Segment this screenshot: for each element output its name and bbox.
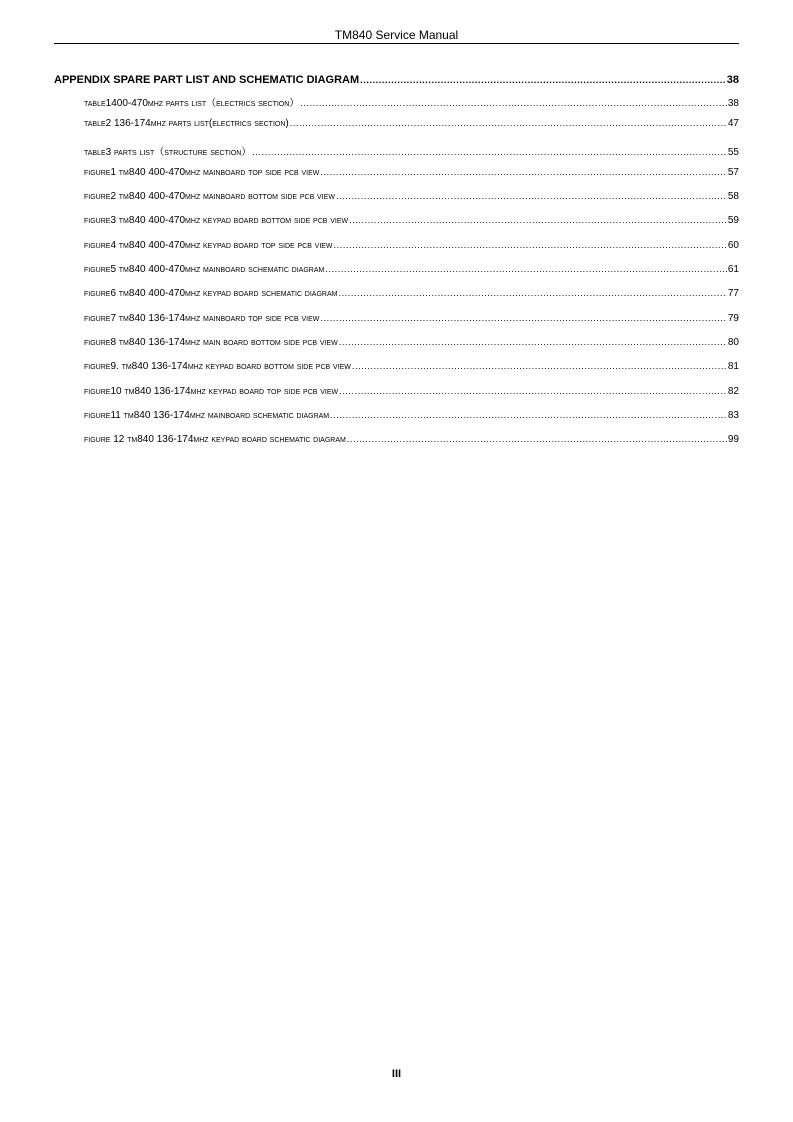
toc-entry[interactable] <box>54 313 739 337</box>
toc-entry[interactable] <box>54 337 739 361</box>
toc-entry-page: 83 <box>727 409 739 421</box>
toc-leader-dots <box>300 98 727 108</box>
header-rule <box>54 43 739 44</box>
toc-entry-label: figure8 tm840 136-174mhz main board bottom side pcb view <box>84 336 338 348</box>
toc-entry-label: figure6 tm840 400-470mhz keypad board schematic diagram <box>84 288 338 300</box>
toc-leader-dots <box>339 337 727 347</box>
toc-entry-page: 47 <box>727 118 739 130</box>
toc-leader-dots <box>320 313 726 323</box>
toc-entry-page: 77 <box>727 288 739 300</box>
toc-leader-dots <box>336 191 727 201</box>
toc-leader-dots <box>349 215 727 225</box>
toc-entry-label: figure11 tm840 136-174mhz mainboard schematic diagram <box>84 409 330 421</box>
toc-section-row[interactable] <box>54 74 739 94</box>
toc-entry-page: 38 <box>727 98 739 109</box>
toc-entry-page: 80 <box>727 336 739 348</box>
toc-entry[interactable] <box>54 143 739 167</box>
toc-entry-label: figure 12 tm840 136-174mhz keypad board schematic diagram <box>84 434 346 446</box>
toc-entry[interactable] <box>54 264 739 288</box>
toc-leader-dots <box>347 434 727 444</box>
toc-entry-page: 79 <box>727 312 739 324</box>
toc-entry-label: figure7 tm840 136-174mhz mainboard top side pcb view <box>84 312 320 324</box>
toc-entry-page: 81 <box>727 361 739 373</box>
toc-entry-label: figure9. tm840 136-174mhz keypad board bottom side pcb view <box>84 361 351 373</box>
toc-leader-dots <box>352 361 727 371</box>
toc-entry-label: figure5 tm840 400-470mhz mainboard schematic diagram <box>84 264 325 276</box>
toc-entry-label: table2 136-174mhz parts list(electrics section) <box>84 118 289 130</box>
toc-entry[interactable] <box>54 434 739 458</box>
toc-entry[interactable] <box>54 167 739 191</box>
toc-entry[interactable] <box>54 240 739 264</box>
toc-entry[interactable] <box>54 94 739 118</box>
running-header-title: TM840 Service Manual <box>334 28 459 42</box>
toc-entry-label: figure3 tm840 400-470mhz keypad board bottom side pcb view <box>84 215 349 227</box>
toc-entry[interactable] <box>54 288 739 312</box>
toc-entry[interactable] <box>54 118 739 142</box>
toc-entry[interactable] <box>54 410 739 434</box>
toc-section-page: 38 <box>726 74 739 86</box>
toc-entry[interactable] <box>54 361 739 385</box>
toc-leader-dots <box>330 410 727 420</box>
toc-entry-label: figure2 tm840 400-470mhz mainboard bottom side pcb view <box>84 191 335 203</box>
table-of-contents <box>54 74 739 458</box>
toc-entry-page: 58 <box>727 191 739 203</box>
toc-entry-page: 60 <box>727 239 739 251</box>
toc-entry-label: table1400-470mhz parts list（electrics section） <box>84 98 300 109</box>
toc-leader-dots <box>360 75 726 85</box>
toc-entry-page: 61 <box>727 264 739 276</box>
toc-leader-dots <box>252 147 727 157</box>
toc-entry[interactable] <box>54 386 739 410</box>
toc-entry-label: table3 parts list（structure section） <box>84 146 252 158</box>
toc-entry-page: 57 <box>727 166 739 178</box>
toc-entry-page: 99 <box>727 434 739 446</box>
toc-entry-label: figure4 tm840 400-470mhz keypad board top side pcb view <box>84 239 333 251</box>
toc-entry-list <box>54 94 739 458</box>
toc-leader-dots <box>325 264 727 274</box>
toc-leader-dots <box>339 386 727 396</box>
toc-entry-page: 59 <box>727 215 739 227</box>
toc-entry-page: 55 <box>727 146 739 158</box>
toc-entry[interactable] <box>54 191 739 215</box>
toc-entry-page: 82 <box>727 385 739 397</box>
toc-leader-dots <box>334 240 727 250</box>
toc-entry-label: figure1 tm840 400-470mhz mainboard top side pcb view <box>84 166 320 178</box>
toc-leader-dots <box>338 288 726 298</box>
toc-entry-label: figure10 tm840 136-174mhz keypad board top side pcb view <box>84 385 339 397</box>
toc-section-label: APPENDIX SPARE PART LIST AND SCHEMATIC DIAGRAM <box>54 74 360 86</box>
toc-leader-dots <box>320 167 726 177</box>
toc-leader-dots <box>290 118 727 128</box>
page-number: III <box>391 1068 402 1080</box>
toc-entry[interactable] <box>54 215 739 239</box>
